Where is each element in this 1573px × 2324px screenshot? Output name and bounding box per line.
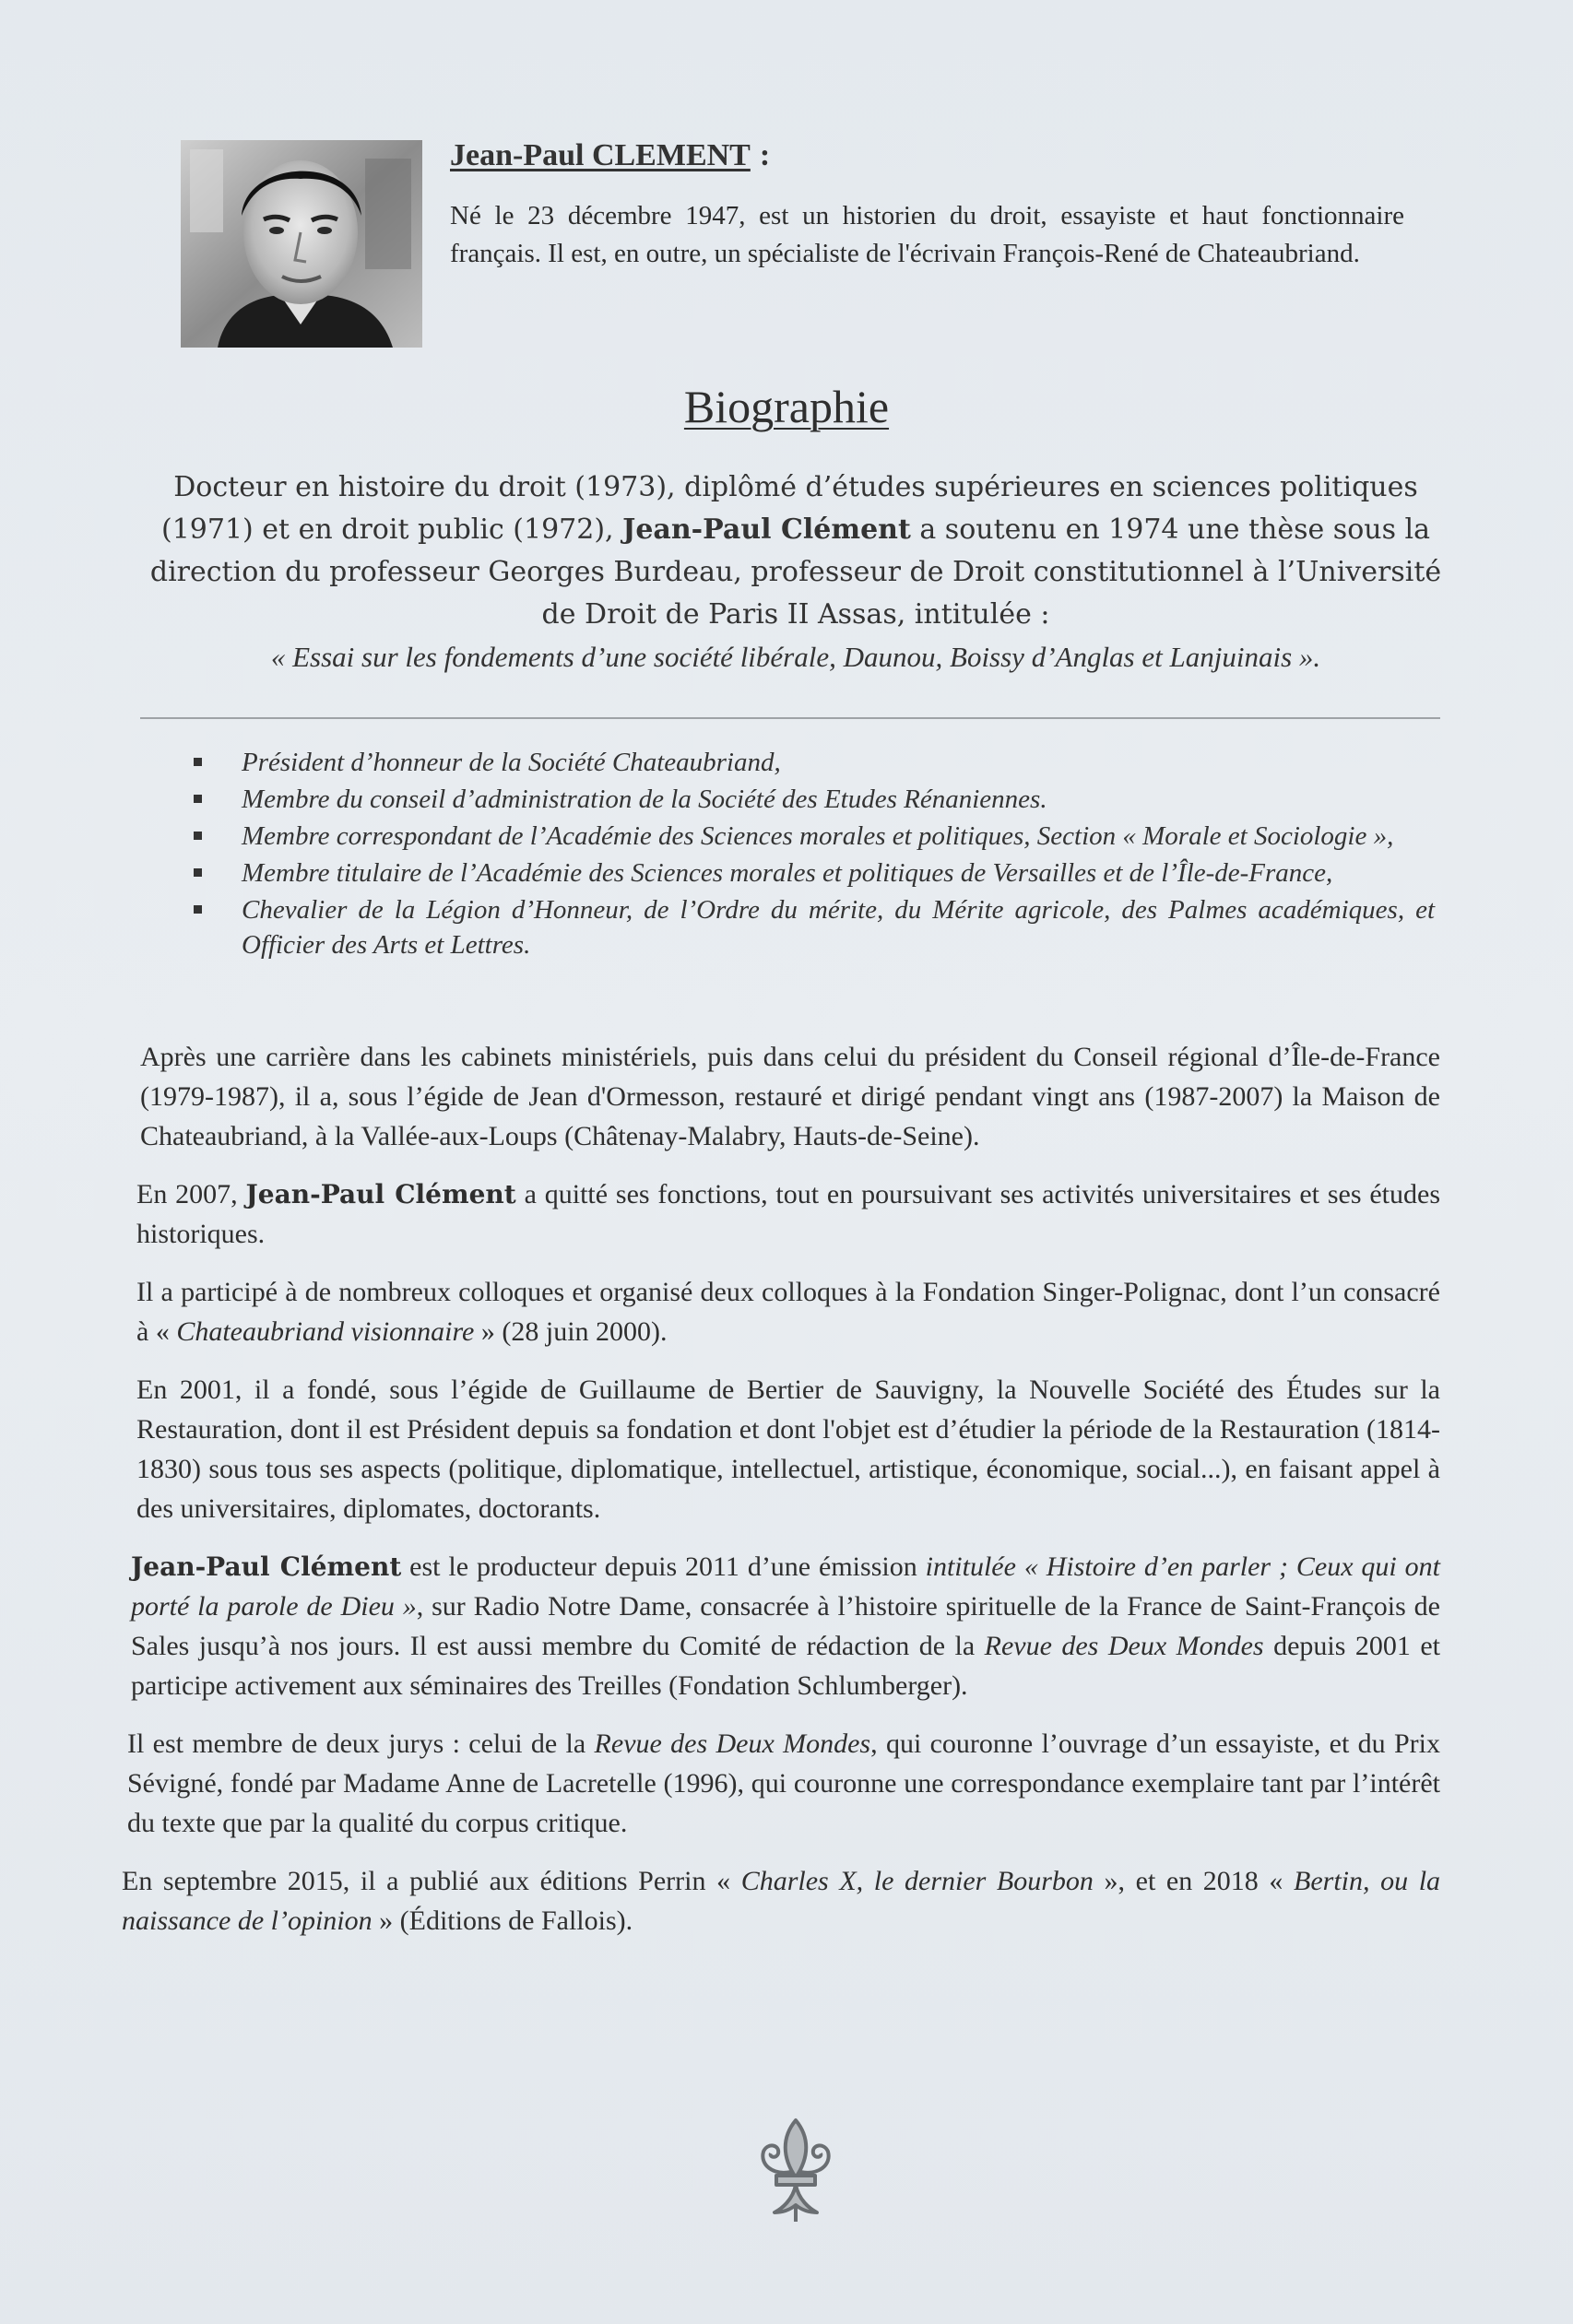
fleur-de-lis-icon (754, 2117, 837, 2225)
text-span: , sur Radio Notre Dame, consacrée à l’histoire spirituelle de la France de Saint-François de Sales jusqu’à nos jours. Il est aussi membre du Comité de rédaction de la (131, 1591, 1440, 1661)
bullet-icon (194, 758, 202, 766)
show-title: intitulée « Histoire d’en parler ; Ceux qui ont porté la parole de Dieu » (131, 1551, 1440, 1622)
list-item-text: Chevalier de la Légion d’Honneur, de l’Ordre du mérite, du Mérite agricole, des Palmes académiques, et Officier des Arts et Lettres. (242, 895, 1435, 960)
paragraph-2001: En 2001, il a fondé, sous l’égide de Guillaume de Bertier de Sauvigny, la Nouvelle Société des Études sur la Restauration, dont il est Président depuis sa fondation et dont l'objet est d’étudier la période de la Restauration (1814-1830) sous tous ses aspects (politique, diplomatique, intellectuel, artistique, économique, social...), en faisant appel à des universitaires, diplomates, doctorants. (136, 1374, 1440, 1524)
person-name-colon: : (759, 138, 771, 172)
revue-title: Revue des Deux Mondes (594, 1728, 871, 1759)
person-name-text: Jean-Paul CLEMENT (450, 138, 751, 172)
portrait-photo (181, 140, 422, 348)
book-title: Bertin, ou la naissance de l’opinion (122, 1866, 1441, 1936)
header (181, 138, 1416, 352)
paragraph-career: Après une carrière dans les cabinets ministériels, puis dans celui du président du Conseil régional d’Île-de-France (1979-1987), il a, sous l’égide de Jean d'Ormesson, restauré et dirigé pendant vingt ans (1987-2007) la Maison de Chateaubriand, à la Vallée-aux-Loups (Châtenay-Malabry, Hauts-de-Seine). (140, 1042, 1440, 1151)
lead-paragraph (148, 466, 1444, 679)
person-name-bold: Jean-Paul Clément (131, 1551, 402, 1582)
text-span: » (Éditions de Fallois). (379, 1905, 633, 1936)
header-text (450, 138, 1573, 273)
page-title: Biographie (683, 381, 890, 432)
divider (140, 717, 1440, 719)
list-item-text: Président d’honneur de la Société Chateaubriand, (242, 748, 781, 777)
paragraph-jurys (127, 1724, 1440, 1843)
paragraph-2007 (136, 1174, 1440, 1254)
list-item-text: Membre du conseil d’administration de la Société des Etudes Rénaniennes. (242, 784, 1047, 814)
paragraph-colloques (136, 1272, 1440, 1351)
honors-list (194, 745, 1435, 964)
lead-text-2: a soutenu en 1974 une thèse sous la direction du professeur Georges Burdeau, professeur de Droit constitutionnel à l’Université de Droit de Paris II Assas, intitulée : (149, 513, 1442, 631)
bullet-icon (194, 795, 202, 803)
text-span: depuis 2001 et participe activement aux séminaires des Treilles (Fondation Schlumberger). (131, 1631, 1441, 1701)
text-span: a quitté ses fonctions, tout en poursuivant ses activités universitaires et ses études historiques. (136, 1179, 1441, 1249)
intro-text: Né le 23 décembre 1947, est un historien du droit, essayiste et haut fonctionnaire français. Il est, en outre, un spécialiste de l'écrivain François-René de Chateaubriand. (450, 201, 1404, 268)
text-span: Il est membre de deux jurys : celui de la (127, 1728, 586, 1759)
paragraph-radio (131, 1547, 1440, 1705)
colloque-title: Chateaubriand visionnaire (176, 1316, 475, 1347)
list-item (194, 782, 1435, 817)
bullet-icon (194, 832, 202, 840)
text-span: est le producteur depuis 2011 d’une émission (409, 1551, 917, 1582)
text-span: , qui couronne l’ouvrage d’un essayiste, et du Prix Sévigné, fondé par Madame Anne de Lacretelle (1996), qui couronne une correspondance exemplaire tant par l’intérêt du texte que par la qualité du corpus critique. (127, 1728, 1440, 1838)
lead-name: Jean-Paul Clément (622, 513, 911, 546)
paragraph-publications (122, 1861, 1440, 1941)
list-item (194, 855, 1435, 891)
bullet-icon (194, 905, 202, 914)
text-span: En 2007, (136, 1179, 238, 1209)
list-item-text: Membre correspondant de l’Académie des Sciences morales et politiques, Section « Morale et Sociologie », (242, 821, 1394, 851)
text-span: En septembre 2015, il a publié aux éditions Perrin « (122, 1866, 731, 1896)
revue-title: Revue des Deux Mondes (984, 1631, 1264, 1661)
text-span: » (28 juin 2000). (480, 1316, 668, 1347)
bullet-icon (194, 868, 202, 877)
text-span: », et en 2018 « (1104, 1866, 1283, 1896)
thesis-title: « Essai sur les fondements d’une société libérale, Daunou, Boissy d’Anglas et Lanjuinais ». (270, 641, 1321, 673)
person-name-bold: Jean-Paul Clément (245, 1179, 516, 1209)
text-span: Il a participé à de nombreux colloques et organisé deux colloques à la Fondation Singer-Polignac, dont l’un consacré à « (136, 1277, 1440, 1347)
person-name (450, 138, 770, 173)
list-item (194, 819, 1435, 854)
book-title: Charles X, le dernier Bourbon (740, 1866, 1094, 1896)
list-item-text: Membre titulaire de l’Académie des Sciences morales et politiques de Versailles et de l’Île-de-France, (242, 858, 1333, 888)
list-item (194, 745, 1435, 780)
lead-text-1: Docteur en histoire du droit (1973), diplômé d’études supérieures en sciences politiques (1971) et en droit public (1972), (161, 471, 1418, 546)
list-item (194, 892, 1435, 962)
biography-body (122, 1037, 1441, 1959)
